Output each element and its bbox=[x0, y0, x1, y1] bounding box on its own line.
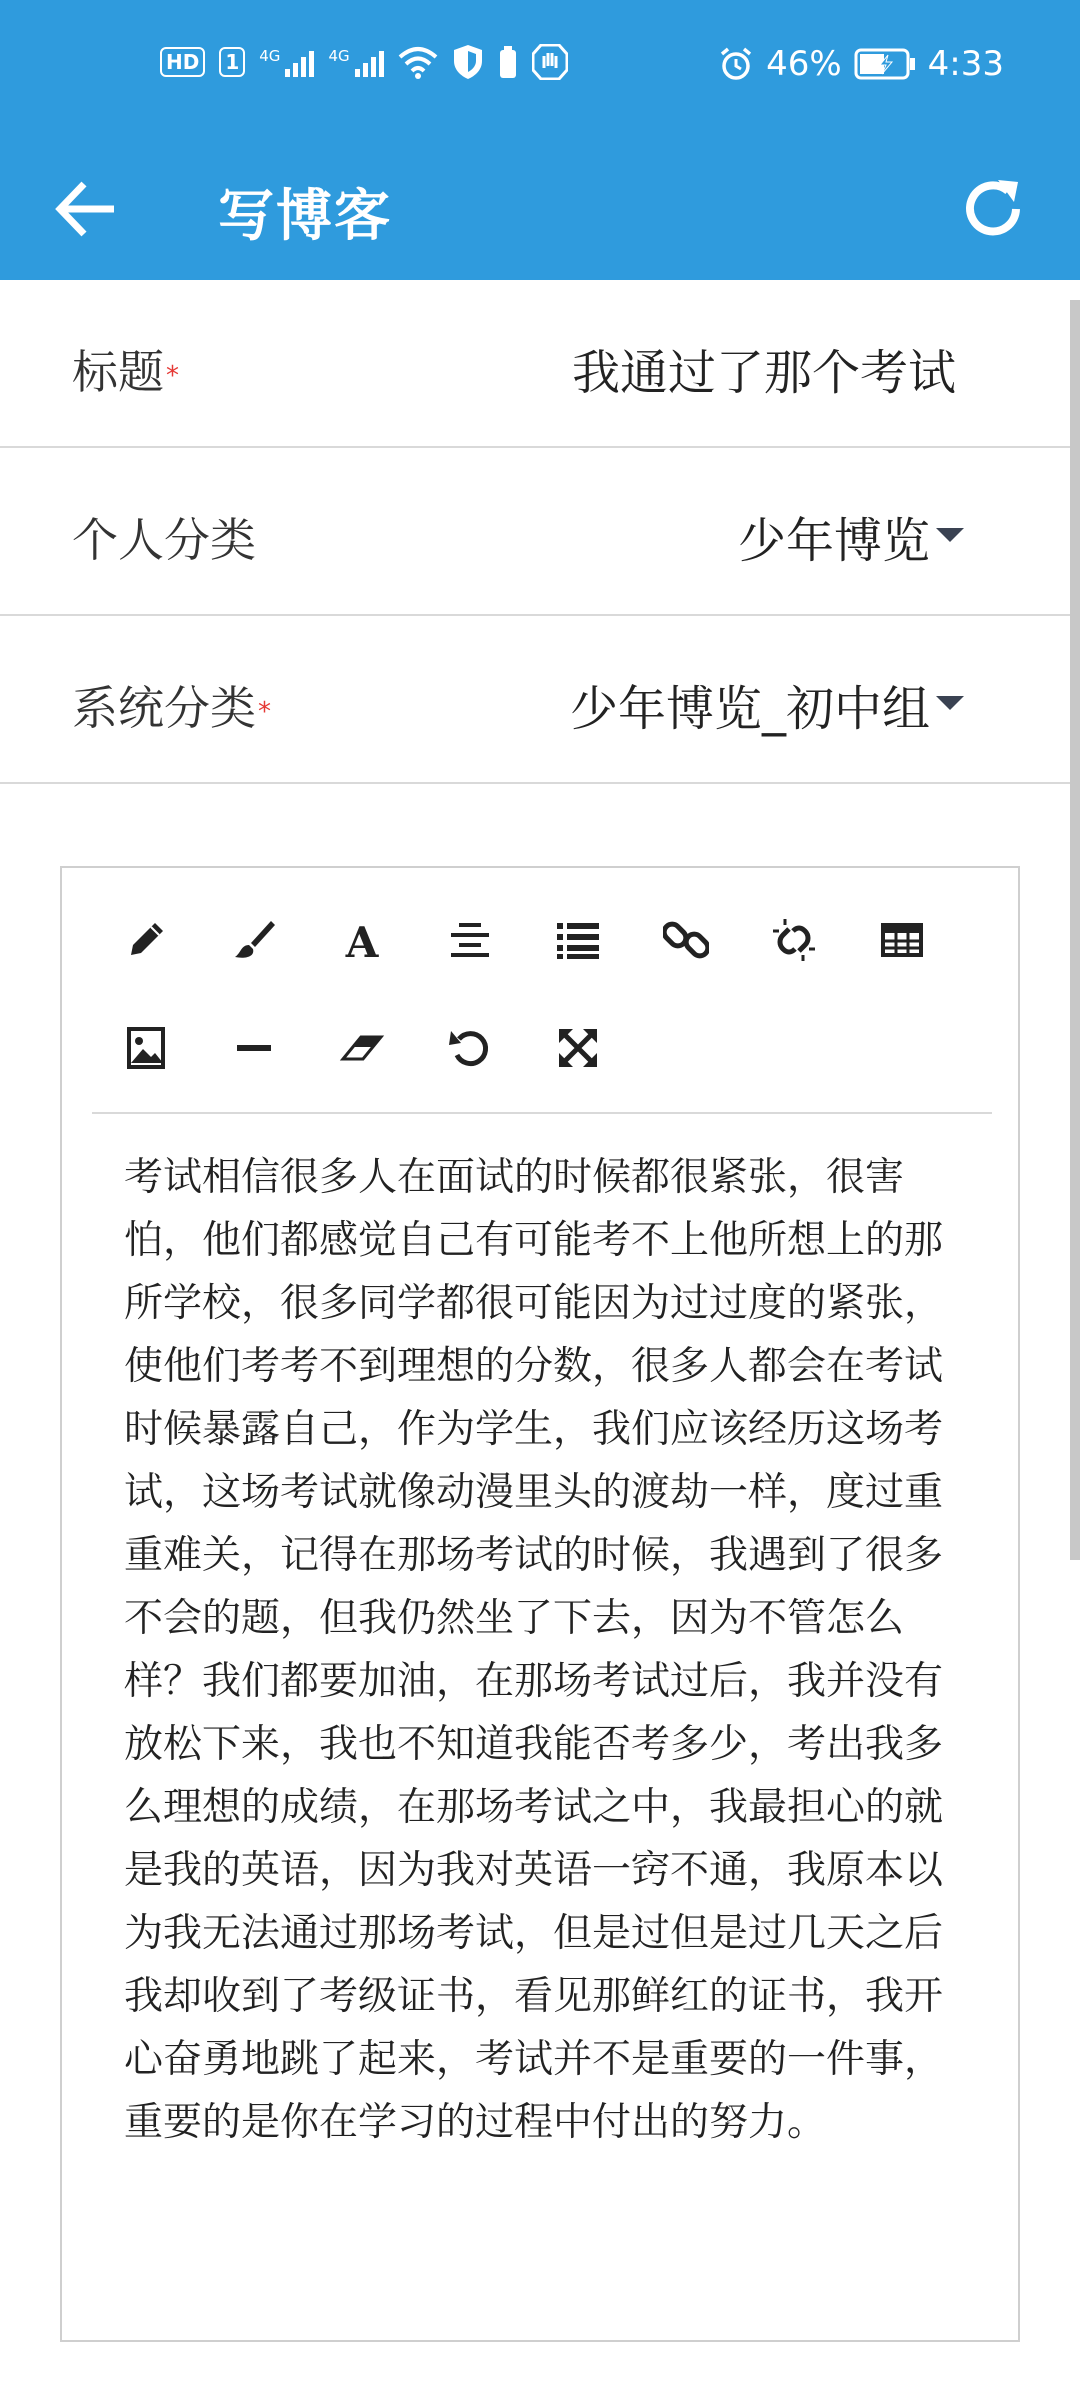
editor-content[interactable]: 考试相信很多人在面试的时候都很紧张，很害怕，他们都感觉自己有可能考不上他所想上的那所学校，很多同学都很可能因为过过度的紧张，使他们考考不到理想的分数，很多人都会在考试时候暴露自己，作为学生，我们应该经历这场考试，这场考试就像动漫里头的渡劫一样，度过重重难关，记得在那场考试的时候，我遇到了很多不会的题，但我仍然坐了下去，因为不管怎么样？我们都要加油，在那场考试过后，我并没有放松下来，我也不知道我能否考多少，考出我多么理想的成绩，在那场考试之中，我最担心的就是我的英语，因为我对英语一窍不通，我原本以为我无法通过那场考试，但是过但是过几天之后我却收到了考级证书，看见那鲜红的证书，我开心奋勇地跳了起来，考试并不是重要的一件事，重要的是你在学习的过程中付出的努力。 bbox=[124, 1155, 944, 2145]
signal-icon bbox=[259, 47, 314, 77]
page-title: 写博客 bbox=[218, 184, 392, 249]
list-icon[interactable] bbox=[548, 910, 608, 970]
editor-toolbar bbox=[92, 888, 992, 1114]
personal-category-label: 个人分类 bbox=[72, 513, 256, 567]
battery-percent: 46% bbox=[766, 44, 842, 84]
font-icon[interactable] bbox=[332, 910, 392, 970]
required-mark: * bbox=[258, 696, 271, 727]
link-icon[interactable] bbox=[656, 910, 716, 970]
rich-text-editor bbox=[60, 866, 1020, 2342]
horizontal-rule-icon[interactable] bbox=[224, 1018, 284, 1078]
system-category-row[interactable] bbox=[0, 616, 1070, 784]
system-category-label: 系统分类* bbox=[72, 681, 271, 735]
alarm-icon bbox=[718, 46, 754, 82]
align-center-icon[interactable] bbox=[440, 910, 500, 970]
back-arrow-icon[interactable] bbox=[52, 174, 122, 244]
status-bar bbox=[0, 0, 1080, 138]
status-right bbox=[718, 44, 1004, 84]
hand-icon bbox=[532, 44, 568, 80]
network-type-label: 4G bbox=[259, 47, 281, 65]
table-icon[interactable] bbox=[872, 910, 932, 970]
eraser-icon[interactable] bbox=[332, 1018, 392, 1078]
pencil-icon[interactable] bbox=[116, 910, 176, 970]
personal-category-row[interactable] bbox=[0, 448, 1070, 616]
title-label: 标题* bbox=[72, 345, 179, 399]
svg-text:A: A bbox=[345, 918, 379, 963]
undo-icon[interactable] bbox=[440, 1018, 500, 1078]
battery-icon bbox=[854, 47, 916, 81]
dropdown-caret-icon[interactable] bbox=[936, 528, 964, 542]
required-mark: * bbox=[166, 360, 179, 391]
shield-icon bbox=[452, 44, 484, 80]
status-left bbox=[160, 44, 568, 80]
title-input[interactable]: 我通过了那个考试 bbox=[571, 345, 956, 401]
title-row[interactable] bbox=[0, 280, 1070, 448]
clock: 4:33 bbox=[927, 44, 1004, 84]
refresh-icon[interactable] bbox=[956, 172, 1030, 246]
app-bar bbox=[0, 138, 1080, 280]
dropdown-caret-icon[interactable] bbox=[936, 696, 964, 710]
image-icon[interactable] bbox=[116, 1018, 176, 1078]
fullscreen-icon[interactable] bbox=[548, 1018, 608, 1078]
personal-category-select[interactable]: 少年博览 bbox=[737, 513, 930, 569]
scrollbar[interactable] bbox=[1070, 300, 1080, 1560]
wifi-icon bbox=[398, 45, 438, 79]
network-type-label: 4G bbox=[328, 47, 350, 65]
sim-badge: 1 bbox=[219, 47, 245, 77]
hd-badge: HD bbox=[160, 47, 205, 77]
battery-saver-icon bbox=[498, 45, 518, 79]
brush-icon[interactable] bbox=[224, 910, 284, 970]
unlink-icon[interactable] bbox=[764, 910, 824, 970]
signal-icon bbox=[328, 47, 383, 77]
system-category-select[interactable]: 少年博览_初中组 bbox=[569, 681, 930, 737]
